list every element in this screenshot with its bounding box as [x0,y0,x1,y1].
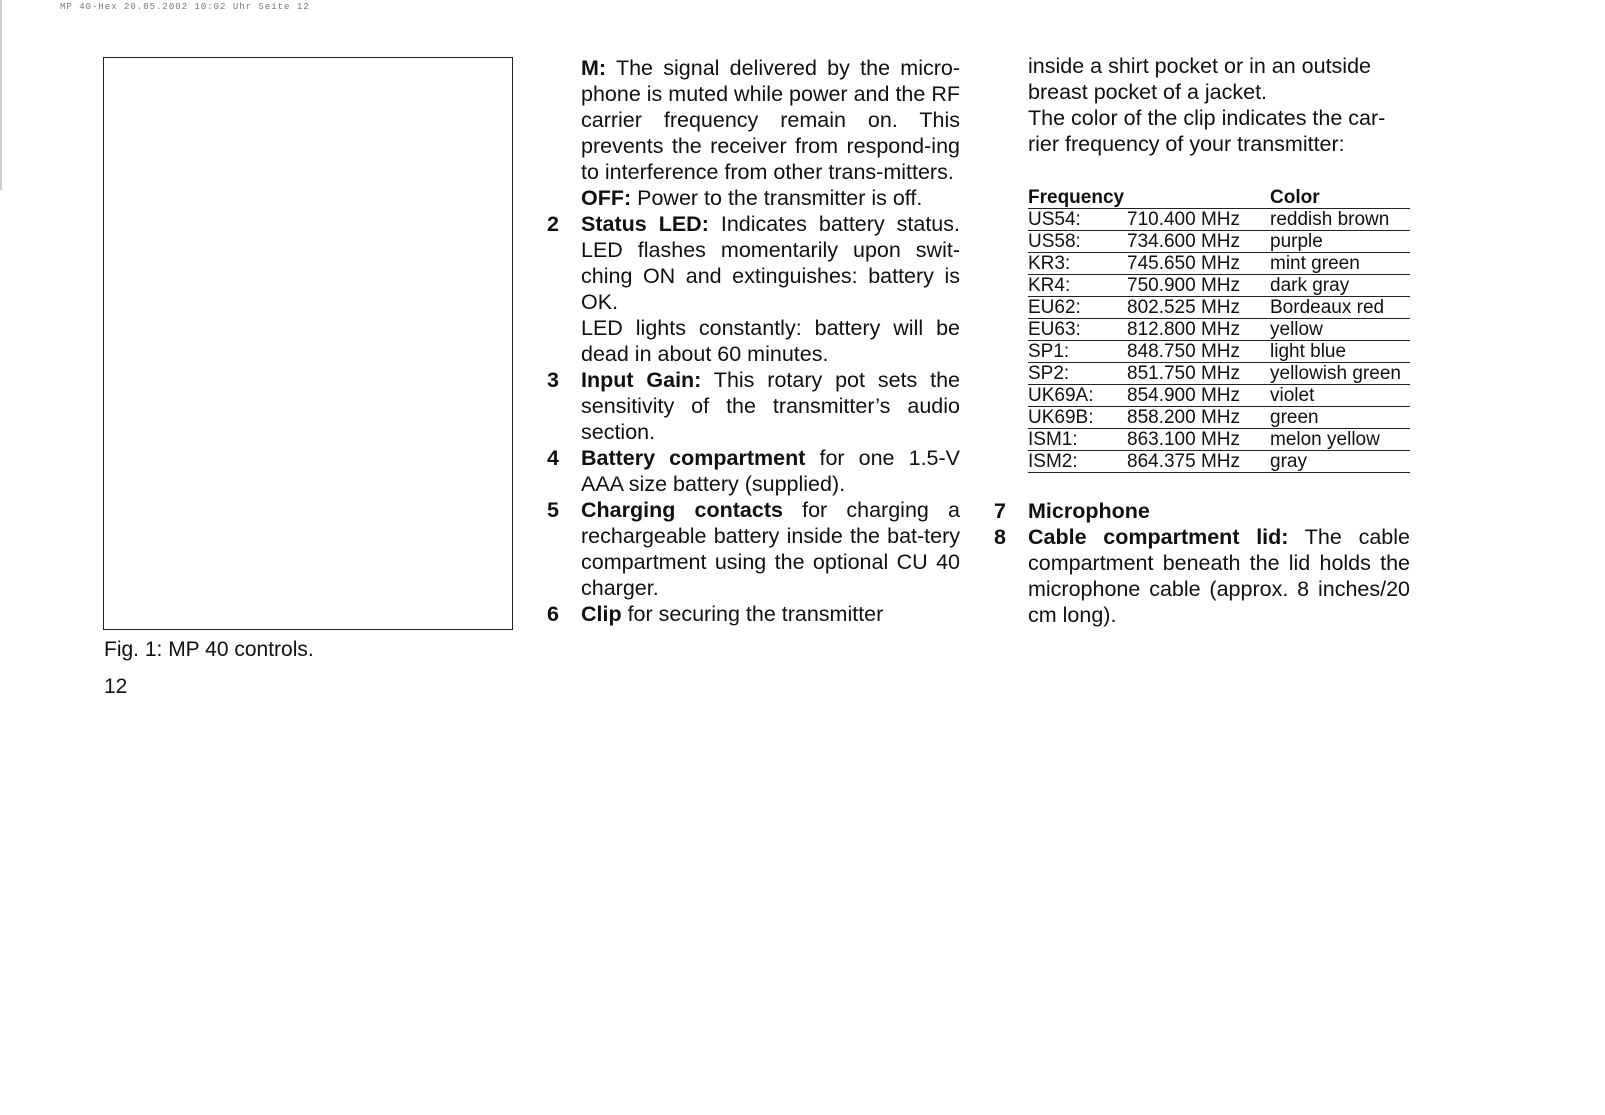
band-cell: KR4: [1028,275,1127,297]
item-number: 5 [547,498,559,522]
frequency-cell: 812.800 MHz [1127,319,1270,341]
table-row [1028,451,1410,473]
figure-caption: Fig. 1: MP 40 controls. [104,638,314,661]
band-cell: SP1: [1028,341,1127,363]
frequency-cell: 734.600 MHz [1127,231,1270,253]
table-header-row [1028,187,1410,209]
color-cell: yellow [1270,319,1410,341]
frequency-cell: 848.750 MHz [1127,341,1270,363]
item-term: Status LED: [581,212,709,236]
table-row [1028,209,1410,231]
item-number: 3 [547,368,559,392]
table-row [1028,341,1410,363]
list-item [545,211,960,367]
item-number: 7 [994,499,1006,523]
item-number: 2 [547,212,559,236]
frequency-cell: 851.750 MHz [1127,363,1270,385]
item-term: Battery compartment [581,446,806,470]
frequency-cell: 710.400 MHz [1127,209,1270,231]
item-number: 8 [994,525,1006,549]
band-cell: US54: [1028,209,1127,231]
band-cell: US58: [1028,231,1127,253]
frequency-cell: 858.200 MHz [1127,407,1270,429]
color-cell: purple [1270,231,1410,253]
mute-paragraph [545,55,960,185]
off-text: Power to the transmitter is off. [631,186,923,210]
frequency-cell: 854.900 MHz [1127,385,1270,407]
item-text: This rotary pot sets the sensitivity of the transmitter’s audio section. [581,368,961,444]
middle-column [545,55,960,627]
frequency-cell: 864.375 MHz [1127,451,1270,473]
header-frequency: Frequency [1028,187,1270,209]
table-row [1028,319,1410,341]
figure-placeholder [103,57,513,630]
list-item [545,445,960,497]
table-row [1028,297,1410,319]
item-text: for charging a rechargeable battery inside the bat-tery compartment using the optional CU 40 charger. [581,498,960,600]
table-row [1028,275,1410,297]
band-cell: EU63: [1028,319,1127,341]
color-cell: melon yellow [1270,429,1410,451]
color-cell: violet [1270,385,1410,407]
item-term: Cable compartment lid: [1028,525,1289,549]
color-intro-text: The color of the clip indicates the car-rier frequency of your transmitter: [1028,106,1386,156]
band-cell: UK69B: [1028,407,1127,429]
print-header-strip: MP 40-Hex 20.05.2002 10:02 Uhr Seite 12 [60,2,310,12]
item-term: Microphone [1028,499,1150,523]
item-text: for securing the transmitter [621,602,884,626]
list-item [545,367,960,445]
item-term: Clip [581,602,622,626]
color-cell: green [1270,407,1410,429]
table-row [1028,363,1410,385]
color-cell: gray [1270,451,1410,473]
table-row [1028,407,1410,429]
band-cell: ISM2: [1028,451,1127,473]
item-term: Input Gain: [581,368,702,392]
frequency-cell: 802.525 MHz [1127,297,1270,319]
frequency-cell: 750.900 MHz [1127,275,1270,297]
off-paragraph [545,185,960,211]
list-item [545,601,960,627]
item-text: The cable compartment beneath the lid holds the microphone cable (approx. 8 inches/20 cm long). [1028,525,1410,627]
item-text: for one 1.5-V AAA size battery (supplied). [581,446,960,496]
item-term: Charging contacts [581,498,783,522]
frequency-color-table [1028,187,1410,473]
table-row [1028,231,1410,253]
list-item [992,524,1410,628]
color-cell: light blue [1270,341,1410,363]
table-row [1028,385,1410,407]
item-text: Indicates battery status. LED flashes momentarily upon swit-ching ON and extinguishes: battery is OK. [581,212,960,314]
color-cell: reddish brown [1270,209,1410,231]
frequency-cell: 863.100 MHz [1127,429,1270,451]
right-column [992,53,1410,628]
color-cell: dark gray [1270,275,1410,297]
frequency-cell: 745.650 MHz [1127,253,1270,275]
table-row [1028,253,1410,275]
band-cell: EU62: [1028,297,1127,319]
table-row [1028,429,1410,451]
item-extra-text: LED lights constantly: battery will be dead in about 60 minutes. [581,316,960,366]
color-cell: yellowish green [1270,363,1410,385]
clip-continuation-text: inside a shirt pocket or in an outside breast pocket of a jacket. [1028,54,1372,104]
color-cell: mint green [1270,253,1410,275]
band-cell: KR3: [1028,253,1127,275]
color-cell: Bordeaux red [1270,297,1410,319]
mute-text: The signal delivered by the micro-phone is muted while power and the RF carrier frequency remain on. This prevents the receiver from respond-ing to interference from other trans-mitters. [581,56,960,184]
item-number: 6 [547,602,559,626]
mute-term: M: [581,56,607,80]
page-number: 12 [104,675,128,698]
band-cell: SP2: [1028,363,1127,385]
band-cell: UK69A: [1028,385,1127,407]
band-cell: ISM1: [1028,429,1127,451]
list-item [992,498,1410,524]
header-color: Color [1270,187,1410,209]
item-number: 4 [547,446,559,470]
scan-edge-mark [0,0,2,190]
list-item [545,497,960,601]
off-term: OFF: [581,186,632,210]
